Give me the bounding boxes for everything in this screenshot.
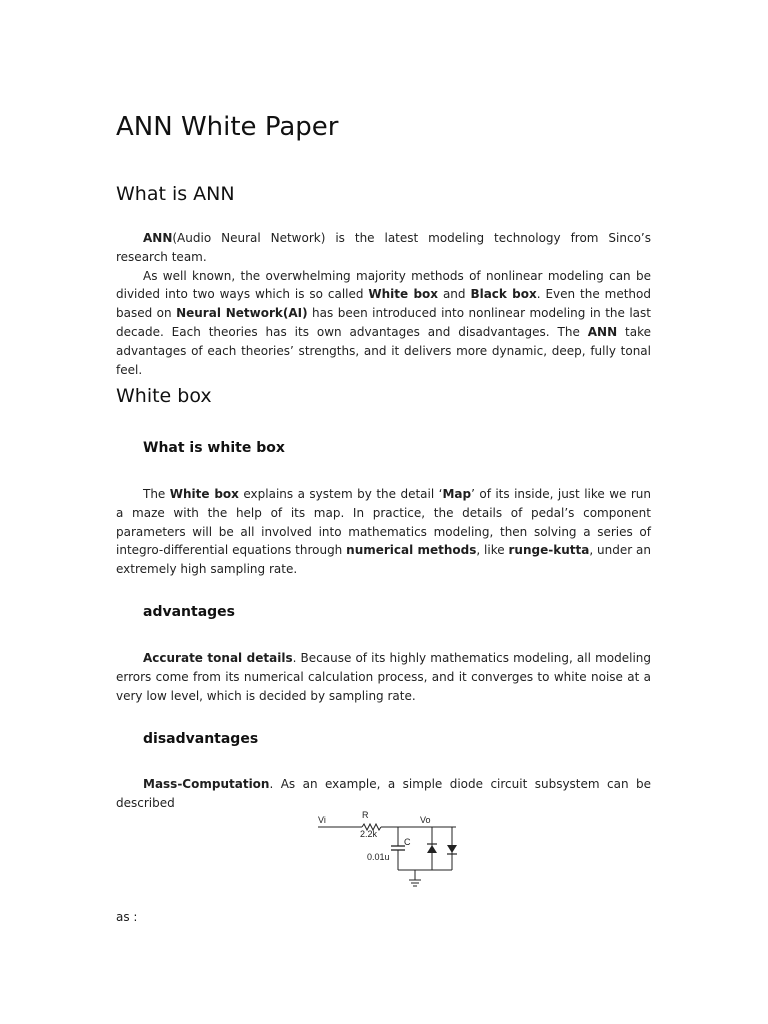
paragraph-text: take advantages of each theories’ strengths, and it delivers more dynamic, deep, fully tonal feel. xyxy=(116,324,651,377)
paragraph-text: ’ of its inside, just like we run a maze with the help of its map. In practice, the details of pedal’s component parameters will be all involved into mathematics modeling, then solving a series of integro-differential equations through xyxy=(116,487,651,558)
section-what-is-ann-body xyxy=(116,229,651,379)
vo-label: Vo xyxy=(420,815,431,825)
subheading-what-is-white-box: What is white box xyxy=(143,440,285,456)
paragraph-text: has been introduced into nonlinear modeling in the last decade. Each theories has its own advantages and disadvantages. The xyxy=(116,306,651,339)
paragraph-modeling-methods xyxy=(116,267,651,380)
paragraph-text: , like xyxy=(476,543,509,558)
section-disadvantages-body xyxy=(116,775,651,813)
diode2-symbol xyxy=(447,845,457,853)
bold-term: White box xyxy=(368,287,439,302)
document-title: ANN White Paper xyxy=(116,112,339,142)
paragraph-text: . Because of its highly mathematics modeling, all modeling errors come from its numerical calculation process, and it converges to white noise at a very low level, which is decided by sampling rate. xyxy=(116,651,651,703)
diode-circuit-diagram xyxy=(312,808,472,890)
subheading-advantages: advantages xyxy=(143,604,235,620)
bold-term: numerical methods xyxy=(346,543,477,558)
paragraph-text: explains a system by the detail ‘ xyxy=(238,487,443,501)
paragraph-advantages xyxy=(116,649,651,705)
paragraph-text: The xyxy=(143,487,170,501)
paragraph-text: and xyxy=(438,287,471,302)
diode1-symbol xyxy=(427,845,437,853)
bold-term: ANN xyxy=(143,231,173,245)
bold-term: runge-kutta xyxy=(508,543,590,558)
paragraph-ann-intro xyxy=(116,229,651,267)
section-heading-what-is-ann: What is ANN xyxy=(116,183,235,205)
subheading-disadvantages: disadvantages xyxy=(143,731,259,747)
bold-term: Black box xyxy=(470,287,537,302)
section-heading-white-box: White box xyxy=(116,385,212,407)
section-advantages-body xyxy=(116,649,651,705)
paragraph-disadvantages xyxy=(116,775,651,813)
paragraph-text: As well known, the overwhelming majority methods of nonlinear modeling can be divided into two ways which is so called xyxy=(116,268,651,302)
paragraph-text: (Audio Neural Network) is the latest modeling technology from Sinco’s research team. xyxy=(116,231,651,264)
resistor-label: R xyxy=(362,810,369,820)
capacitor-label: C xyxy=(404,837,411,847)
section-what-is-white-box-body xyxy=(116,485,651,579)
bold-term: White box xyxy=(169,487,239,501)
vi-label: Vi xyxy=(318,815,326,825)
bold-term: Mass-Computation xyxy=(143,777,270,791)
paragraph-text: . As an example, a simple diode circuit subsystem can be described xyxy=(116,777,651,810)
capacitor-value: 0.01u xyxy=(367,852,390,862)
bold-term: Accurate tonal details xyxy=(143,651,293,665)
bold-term: Map xyxy=(442,487,472,501)
bold-term: ANN xyxy=(587,324,618,339)
paragraph-text: , under an extremely high sampling rate. xyxy=(116,543,651,577)
bold-term: Neural Network(AI) xyxy=(176,306,308,321)
resistor-value: 2.2k xyxy=(360,829,378,839)
paragraph-white-box xyxy=(116,485,651,579)
after-figure-text: as : xyxy=(116,910,138,924)
paragraph-text: . Even the method based on xyxy=(116,287,651,321)
